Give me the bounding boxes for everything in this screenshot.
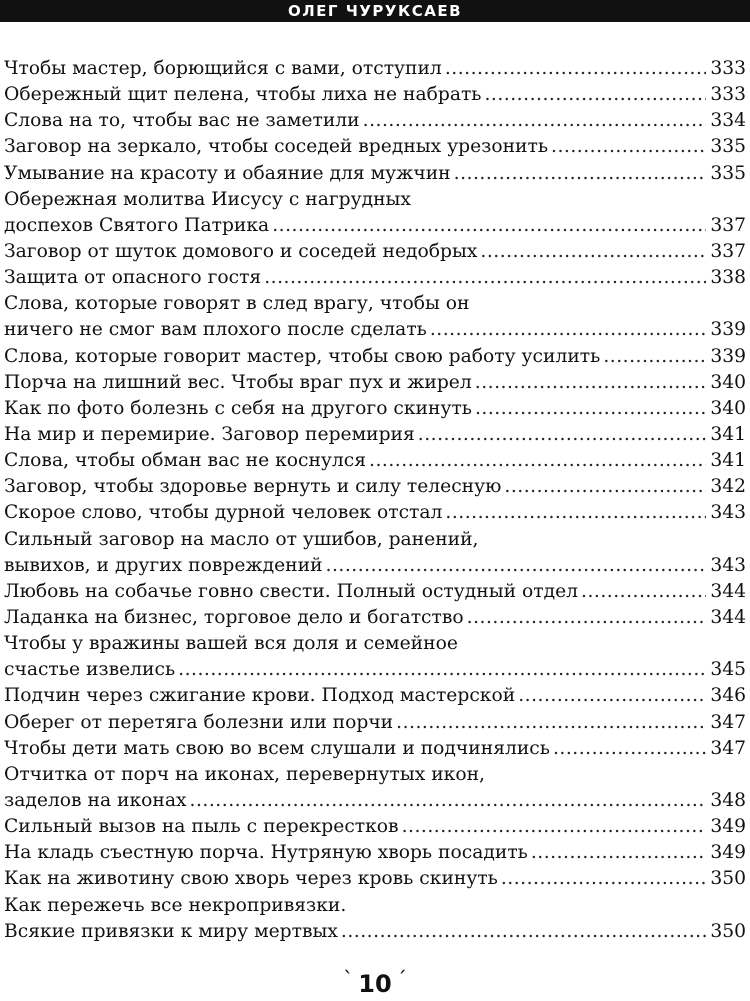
toc-entry-page: 349 (710, 816, 746, 838)
toc-entry-title: Всякие привязки к миру мертвых (4, 920, 338, 942)
toc-entry (4, 814, 746, 840)
dot-leader (369, 448, 706, 474)
dot-leader (454, 161, 706, 187)
toc-entry-title: Обережная молитва Иисусу с нагрудных (4, 188, 411, 210)
toc-entry-line (4, 134, 746, 160)
toc-entry-title: ничего не смог вам плохого после сделать (4, 319, 427, 341)
toc-entry-page: 338 (710, 267, 746, 289)
toc-entry-line (4, 814, 746, 840)
dot-leader (445, 56, 706, 82)
toc-entry-line (4, 631, 746, 657)
toc-entry-line (4, 500, 746, 526)
toc-entry-title: Заговор на зеркало, чтобы соседей вредных урезонить (4, 136, 549, 158)
dot-leader (603, 344, 706, 370)
toc-entry-title: доспехов Святого Патрика (4, 214, 270, 236)
dot-leader (178, 657, 706, 683)
toc-entry (4, 736, 746, 762)
dot-leader (475, 370, 706, 396)
toc-entry (4, 579, 746, 605)
toc-entry-page: 334 (710, 110, 746, 132)
toc-entry (4, 134, 746, 160)
toc-entry-line (4, 291, 746, 317)
toc-entry-page: 344 (710, 580, 746, 602)
toc-entry-title: Слова, которые говорят в след врагу, чтобы он (4, 293, 470, 315)
toc-entry (4, 474, 746, 500)
toc-entry (4, 291, 746, 343)
dot-leader (475, 396, 706, 422)
toc-entry-title: Оберег от перетяга болезни или порчи (4, 711, 394, 733)
toc-entry-title: Чтобы мастер, борющийся с вами, отступил (4, 58, 442, 79)
toc-entry-title: Чтобы у вражины вашей вся доля и семейное (4, 633, 458, 655)
toc-entry-line (4, 422, 746, 448)
toc-entry-line (4, 605, 746, 631)
toc-entry (4, 762, 746, 814)
toc-entry-page: 350 (710, 920, 746, 942)
dot-leader (501, 866, 706, 892)
dot-leader (341, 919, 706, 945)
dot-leader (480, 239, 706, 265)
toc-entry (4, 448, 746, 474)
toc-entry-page: 341 (710, 450, 746, 472)
toc-entry-title: Слова, чтобы обман вас не коснулся (4, 450, 367, 472)
toc-entry-line (4, 344, 746, 370)
toc-entry-page: 347 (710, 711, 746, 733)
dot-leader (272, 213, 706, 239)
dot-leader (484, 82, 706, 108)
toc-entry (4, 683, 746, 709)
toc-entry-title: Как по фото болезнь с себя на другого скинуть (4, 397, 472, 419)
dot-leader (551, 134, 706, 160)
dot-leader (467, 605, 706, 631)
toc-entry-title: Заговор от шуток домового и соседей недобрых (4, 240, 478, 262)
toc-entry-page: 339 (710, 319, 746, 341)
page-number-ornament-left: ` (343, 967, 354, 991)
toc-entry-line (4, 108, 746, 134)
toc-entry-title: Скорое слово, чтобы дурной человек отстал (4, 502, 443, 524)
dot-leader (418, 422, 706, 448)
toc-entry-line (4, 788, 746, 814)
dot-leader (531, 840, 706, 866)
toc-entry-page: 347 (710, 737, 746, 759)
toc-entry-page: 333 (710, 58, 746, 79)
toc-entry (4, 344, 746, 370)
dot-leader (396, 710, 706, 736)
toc-entry-title: счастье извелись (4, 659, 176, 681)
toc-entry-page: 335 (710, 162, 746, 184)
dot-leader (518, 683, 706, 709)
toc-entry-page: 335 (710, 136, 746, 158)
toc-entry-line (4, 370, 746, 396)
toc-entry-line (4, 762, 746, 788)
toc-entry-line (4, 265, 746, 291)
toc-entry-title: Любовь на собачье говно свести. Полный остудный отдел (4, 580, 579, 602)
page-number-footer (0, 968, 750, 1001)
toc-entry-line (4, 239, 746, 265)
toc-entry (4, 710, 746, 736)
toc-entry-title: Ладанка на бизнес, торговое дело и богатство (4, 606, 464, 628)
dot-leader (581, 579, 706, 605)
toc-entry (4, 108, 746, 134)
toc-entry-line (4, 527, 746, 553)
toc-entry-line (4, 919, 746, 945)
dot-leader (363, 108, 706, 134)
toc-entry-title: Подчин через сжигание крови. Подход мастерской (4, 685, 516, 707)
toc-entry-line (4, 710, 746, 736)
page-number: 10 (358, 970, 392, 998)
toc-entry-page: 350 (710, 868, 746, 890)
toc-entry (4, 527, 746, 579)
toc-entry-title: Сильный вызов на пыль с перекрестков (4, 816, 399, 838)
toc-entry (4, 500, 746, 526)
toc-entry (4, 187, 746, 239)
dot-leader (430, 317, 706, 343)
toc-entry-title: Сильный заговор на масло от ушибов, ранений, (4, 528, 479, 550)
toc-entry-line (4, 396, 746, 422)
toc-entry (4, 239, 746, 265)
toc-entry-line (4, 840, 746, 866)
toc-entry (4, 866, 746, 892)
toc-entry-title: Как пережечь все некропривязки. (4, 894, 347, 916)
toc-entry-title: Как на животину свою хворь через кровь скинуть (4, 868, 498, 890)
toc-entry-title: Чтобы дети мать свою во всем слушали и подчинялись (4, 737, 550, 759)
toc-entry-line (4, 579, 746, 605)
toc-entry-title: Обережный щит пелена, чтобы лиха не набрать (4, 84, 482, 106)
toc-entry-page: 348 (710, 789, 746, 811)
toc-entry-page: 342 (710, 476, 746, 498)
toc-entry-line (4, 161, 746, 187)
toc-entry-title: Заговор, чтобы здоровье вернуть и силу телесную (4, 476, 502, 498)
toc-entry-line (4, 657, 746, 683)
toc-entry (4, 370, 746, 396)
toc-entry-line (4, 317, 746, 343)
dot-leader (504, 474, 706, 500)
toc-entry-line (4, 553, 746, 579)
toc-entry-title: На мир и перемирие. Заговор перемирия (4, 423, 415, 445)
toc-entry-line (4, 187, 746, 213)
toc-entry-title: Умывание на красоту и обаяние для мужчин (4, 162, 451, 184)
running-header-author: ОЛЕГ ЧУРУКСАЕВ (287, 2, 463, 20)
toc-entry-page: 340 (710, 397, 746, 419)
toc-entry (4, 893, 746, 945)
toc-entry-page: 337 (710, 240, 746, 262)
toc-entry (4, 422, 746, 448)
toc-entry (4, 840, 746, 866)
toc-entry-page: 349 (710, 842, 746, 864)
toc-entry-line (4, 474, 746, 500)
dot-leader (264, 265, 706, 291)
toc-entry-title: заделов на иконах (4, 789, 187, 811)
toc-entry-page: 345 (710, 659, 746, 681)
toc-entry-title: Порча на лишний вес. Чтобы враг пух и жирел (4, 371, 472, 393)
dot-leader (553, 736, 706, 762)
toc-entry-title: Защита от опасного гостя (4, 267, 262, 289)
page-number-ornament-right: ´ (396, 967, 407, 991)
toc-entry (4, 265, 746, 291)
table-of-contents (4, 56, 746, 945)
toc-entry-title: вывихов, и других повреждений (4, 554, 323, 576)
toc-entry-line (4, 893, 746, 919)
toc-entry-page: 337 (710, 214, 746, 236)
toc-entry-page: 333 (710, 84, 746, 106)
toc-entry-page: 339 (710, 345, 746, 367)
toc-entry (4, 161, 746, 187)
dot-leader (445, 500, 706, 526)
toc-entry-line (4, 82, 746, 108)
dot-leader (326, 553, 706, 579)
toc-entry-page: 344 (710, 606, 746, 628)
dot-leader (402, 814, 706, 840)
toc-entry (4, 82, 746, 108)
toc-entry-title: На кладь съестную порча. Нутряную хворь посадить (4, 842, 528, 864)
toc-entry-page: 343 (710, 502, 746, 524)
toc-entry-page: 343 (710, 554, 746, 576)
toc-entry-title: Отчитка от порч на иконах, перевернутых икон, (4, 763, 486, 785)
toc-entry (4, 396, 746, 422)
toc-entry-page: 346 (710, 685, 746, 707)
toc-entry-line (4, 448, 746, 474)
toc-entry-line (4, 683, 746, 709)
toc-entry-title: Слова на то, чтобы вас не заметили (4, 110, 360, 132)
toc-entry-line (4, 736, 746, 762)
toc-entry-page: 340 (710, 371, 746, 393)
toc-entry (4, 631, 746, 683)
toc-entry-page: 341 (710, 423, 746, 445)
toc-entry-line (4, 56, 746, 82)
toc-entry-line (4, 213, 746, 239)
toc-entry-line (4, 866, 746, 892)
toc-entry (4, 56, 746, 82)
toc-entry (4, 605, 746, 631)
dot-leader (190, 788, 706, 814)
toc-entry-title: Слова, которые говорит мастер, чтобы свою работу усилить (4, 345, 601, 367)
